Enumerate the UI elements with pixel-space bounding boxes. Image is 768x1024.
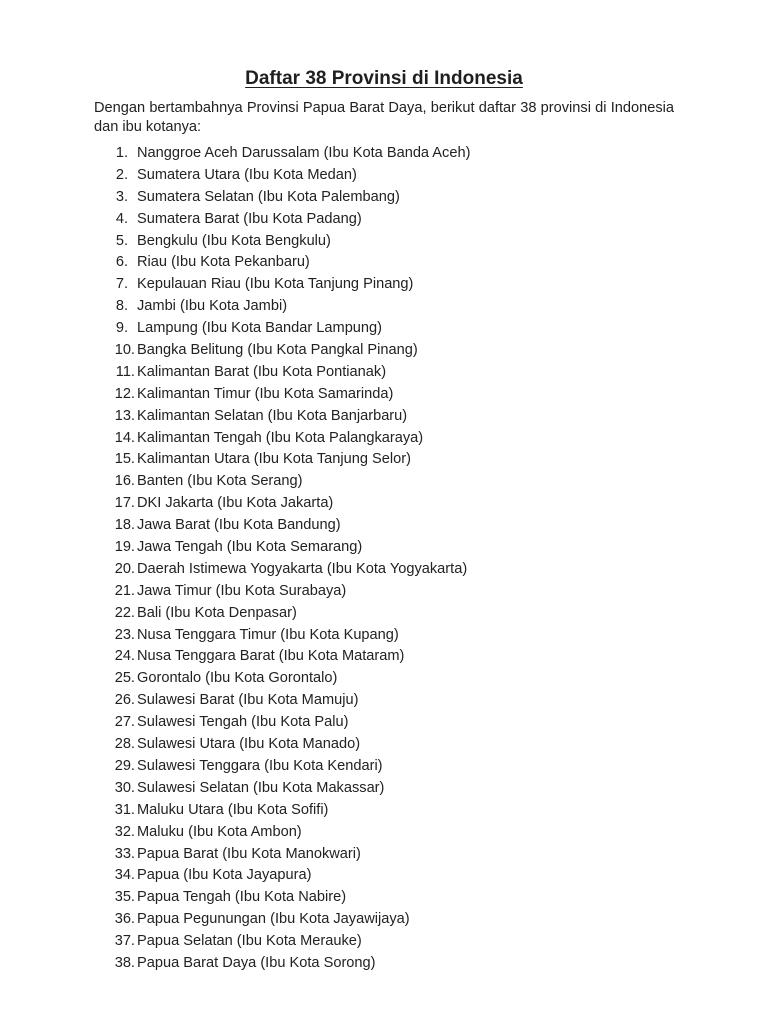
list-item-number: 2.: [115, 166, 128, 183]
list-item: [94, 384, 694, 406]
list-item: [94, 165, 694, 187]
list-item: [94, 778, 694, 800]
list-item-number: 38.: [114, 954, 135, 971]
list-item-text: Sumatera Selatan (Ibu Kota Palembang): [137, 188, 400, 205]
list-item-number: 1.: [115, 145, 128, 161]
list-item: [94, 252, 694, 274]
list-item-text: Sulawesi Selatan (Ibu Kota Makassar): [137, 779, 385, 796]
list-item-text: Nusa Tenggara Timur (Ibu Kota Kupang): [137, 626, 399, 643]
list-item: [94, 931, 694, 953]
list-item-number: 24.: [114, 648, 135, 665]
list-item-text: Sumatera Utara (Ibu Kota Medan): [137, 166, 357, 183]
list-item-text: Bangka Belitung (Ibu Kota Pangkal Pinang): [137, 342, 418, 359]
list-item: [94, 274, 694, 296]
list-item: [94, 887, 694, 909]
list-item: [94, 471, 694, 493]
list-item-text: Sulawesi Tenggara (Ibu Kota Kendari): [137, 757, 383, 774]
list-item-number: 13.: [114, 407, 135, 424]
list-item: [94, 559, 694, 581]
list-item-number: 5.: [115, 232, 128, 249]
list-item: [94, 187, 694, 209]
list-item-number: 21.: [114, 582, 135, 599]
list-item-number: 20.: [114, 560, 135, 577]
list-item: [94, 625, 694, 647]
list-item-text: Kalimantan Selatan (Ibu Kota Banjarbaru): [137, 407, 408, 424]
list-item-text: Kepulauan Riau (Ibu Kota Tanjung Pinang): [137, 276, 414, 293]
list-item-number: 8.: [115, 298, 128, 315]
province-list: [94, 143, 694, 975]
list-item-text: Papua Barat (Ibu Kota Manokwari): [137, 845, 361, 862]
list-item-number: 12.: [114, 385, 135, 402]
list-item-number: 19.: [114, 539, 135, 556]
list-item-text: Nanggroe Aceh Darussalam (Ibu Kota Banda Aceh): [137, 145, 471, 161]
list-item: [94, 734, 694, 756]
list-item-text: Maluku Utara (Ibu Kota Sofifi): [137, 801, 329, 818]
list-item-number: 32.: [114, 823, 135, 840]
list-item-number: 30.: [114, 779, 135, 796]
list-item-text: DKI Jakarta (Ibu Kota Jakarta): [137, 495, 334, 512]
list-item: [94, 515, 694, 537]
list-item: [94, 318, 694, 340]
list-item-number: 34.: [114, 867, 135, 884]
list-item: [94, 581, 694, 603]
list-item: [94, 756, 694, 778]
list-item-text: Sumatera Barat (Ibu Kota Padang): [137, 210, 362, 227]
list-item-text: Kalimantan Tengah (Ibu Kota Palangkaraya): [137, 429, 424, 446]
list-item: [94, 537, 694, 559]
intro-paragraph: Dengan bertambahnya Provinsi Papua Barat Daya, berikut daftar 38 provinsi di Indonesia dan ibu kotanya:: [94, 100, 674, 135]
list-item: [94, 603, 694, 625]
list-item-number: 29.: [114, 757, 135, 774]
list-item: [94, 209, 694, 231]
list-item: [94, 143, 694, 165]
list-item: [94, 296, 694, 318]
list-item-number: 9.: [115, 320, 128, 337]
list-item: [94, 231, 694, 253]
list-item: [94, 953, 694, 975]
list-item-number: 15.: [114, 451, 135, 468]
list-item-text: Papua Pegunungan (Ibu Kota Jayawijaya): [137, 911, 410, 928]
list-item-text: Kalimantan Timur (Ibu Kota Samarinda): [137, 385, 394, 402]
list-item-text: Jambi (Ibu Kota Jambi): [137, 298, 288, 315]
list-item-text: Sulawesi Tengah (Ibu Kota Palu): [137, 714, 349, 731]
list-item-number: 16.: [114, 473, 135, 490]
list-item: [94, 822, 694, 844]
list-item-number: 6.: [115, 254, 128, 271]
list-item-number: 26.: [114, 692, 135, 709]
list-item-number: 37.: [114, 933, 135, 950]
list-item-text: Kalimantan Barat (Ibu Kota Pontianak): [137, 363, 387, 380]
list-item-text: Maluku (Ibu Kota Ambon): [137, 823, 302, 840]
list-item: [94, 909, 694, 931]
list-item-number: 27.: [114, 714, 135, 731]
list-item-number: 17.: [114, 495, 135, 512]
list-item-number: 11.: [115, 363, 135, 380]
list-item-number: 4.: [115, 210, 128, 227]
list-item-text: Riau (Ibu Kota Pekanbaru): [137, 254, 310, 271]
list-item-number: 31.: [114, 801, 135, 818]
list-item-text: Banten (Ibu Kota Serang): [137, 473, 303, 490]
list-item-text: Gorontalo (Ibu Kota Gorontalo): [137, 670, 338, 687]
list-item-text: Sulawesi Utara (Ibu Kota Manado): [137, 736, 361, 753]
list-item-text: Papua Barat Daya (Ibu Kota Sorong): [137, 954, 376, 971]
list-item-text: Jawa Tengah (Ibu Kota Semarang): [137, 539, 363, 556]
list-item-text: Kalimantan Utara (Ibu Kota Tanjung Selor): [137, 451, 411, 468]
list-item: [94, 865, 694, 887]
list-item-text: Daerah Istimewa Yogyakarta (Ibu Kota Yogyakarta): [137, 560, 468, 577]
list-item: [94, 646, 694, 668]
list-item: [94, 690, 694, 712]
list-item-text: Nusa Tenggara Barat (Ibu Kota Mataram): [137, 648, 405, 665]
page-title: Daftar 38 Provinsi di Indonesia: [245, 68, 523, 89]
list-item: [94, 406, 694, 428]
list-item-text: Jawa Timur (Ibu Kota Surabaya): [137, 582, 347, 599]
list-item: [94, 800, 694, 822]
list-item-number: 23.: [114, 626, 135, 643]
list-item-number: 28.: [114, 736, 135, 753]
list-item-number: 36.: [114, 911, 135, 928]
list-item: [94, 340, 694, 362]
list-item-text: Sulawesi Barat (Ibu Kota Mamuju): [137, 692, 359, 709]
list-item-number: 18.: [114, 517, 135, 534]
list-item-number: 35.: [114, 889, 135, 906]
list-item-number: 7.: [115, 276, 128, 293]
list-item: [94, 493, 694, 515]
list-item: [94, 428, 694, 450]
list-item-text: Jawa Barat (Ibu Kota Bandung): [137, 517, 341, 534]
list-item-text: Papua (Ibu Kota Jayapura): [137, 867, 312, 884]
list-item-number: 22.: [114, 604, 135, 621]
list-item: [94, 844, 694, 866]
list-item-text: Papua Tengah (Ibu Kota Nabire): [137, 889, 347, 906]
list-item: [94, 712, 694, 734]
list-item-number: 3.: [115, 188, 128, 205]
list-item-text: Papua Selatan (Ibu Kota Merauke): [137, 933, 362, 950]
list-item-number: 10.: [114, 342, 135, 359]
list-item-text: Lampung (Ibu Kota Bandar Lampung): [137, 320, 383, 337]
list-item-number: 14.: [114, 429, 135, 446]
list-item: [94, 668, 694, 690]
list-item-number: 33.: [114, 845, 135, 862]
list-item-number: 25.: [114, 670, 135, 687]
list-item: [94, 449, 694, 471]
list-item-text: Bali (Ibu Kota Denpasar): [137, 604, 297, 621]
list-item: [94, 362, 694, 384]
list-item-text: Bengkulu (Ibu Kota Bengkulu): [137, 232, 331, 249]
